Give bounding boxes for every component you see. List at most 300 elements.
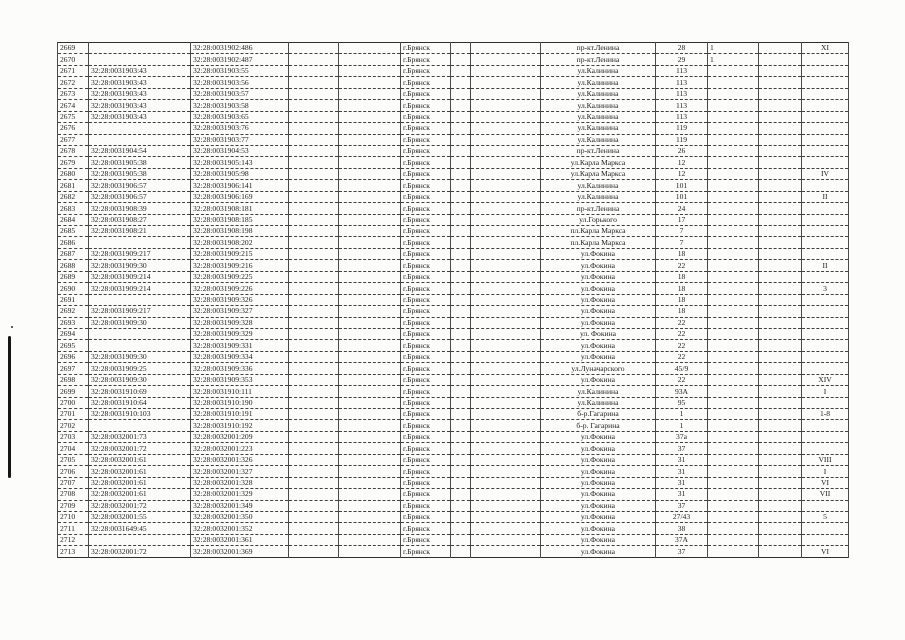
cell-cadastral-a: 32:28:0031908:39 xyxy=(89,203,191,214)
cell-row-number: 2680 xyxy=(58,168,89,179)
cell-cadastral-a: 32:28:0031909:30 xyxy=(89,260,191,271)
cell-cadastral-a: 32:28:0031909:30 xyxy=(89,351,191,362)
cell-mark-a xyxy=(708,546,759,558)
cell-mark-a xyxy=(708,443,759,454)
cell-mark-b xyxy=(802,111,849,122)
cell-cadastral-a: 32:28:0031909:30 xyxy=(89,374,191,385)
cell-empty-4 xyxy=(471,317,541,328)
table-row xyxy=(58,157,849,168)
cell-city: г.Брянск xyxy=(401,283,451,294)
cell-city: г.Брянск xyxy=(401,100,451,111)
cell-empty-5 xyxy=(759,420,802,431)
cell-street: ул.Калинина xyxy=(541,123,656,134)
table-row xyxy=(58,500,849,511)
cell-cadastral-a xyxy=(89,54,191,65)
cell-empty-5 xyxy=(759,454,802,465)
cell-city: г.Брянск xyxy=(401,546,451,558)
cell-empty-4 xyxy=(471,271,541,282)
cell-city: г.Брянск xyxy=(401,523,451,534)
cell-empty-4 xyxy=(471,248,541,259)
cell-mark-a xyxy=(708,283,759,294)
cell-street: ул.Калинина xyxy=(541,111,656,122)
cell-cadastral-b: 32:28:0031909:226 xyxy=(191,283,289,294)
cell-empty-3 xyxy=(451,260,471,271)
scan-artifact-line xyxy=(8,336,11,478)
cell-street: ул.Фокина xyxy=(541,477,656,488)
cell-city: г.Брянск xyxy=(401,88,451,99)
table-row xyxy=(58,260,849,271)
cell-house-number: 22 xyxy=(656,317,708,328)
cell-empty-1 xyxy=(289,191,339,202)
cell-house-number: 37 xyxy=(656,443,708,454)
cell-empty-3 xyxy=(451,454,471,465)
table-row xyxy=(58,180,849,191)
cell-empty-3 xyxy=(451,65,471,76)
cell-empty-5 xyxy=(759,328,802,339)
cell-empty-5 xyxy=(759,180,802,191)
cell-mark-a xyxy=(708,454,759,465)
cell-house-number: 31 xyxy=(656,454,708,465)
cell-street: ул.Карла Маркса xyxy=(541,157,656,168)
cell-empty-3 xyxy=(451,489,471,500)
cell-cadastral-a: 32:28:0032001:61 xyxy=(89,477,191,488)
cell-empty-3 xyxy=(451,511,471,522)
cell-empty-2 xyxy=(339,43,401,54)
cell-mark-b xyxy=(802,77,849,88)
cell-empty-3 xyxy=(451,100,471,111)
cell-empty-2 xyxy=(339,374,401,385)
cell-cadastral-b: 32:28:0031909:225 xyxy=(191,271,289,282)
cell-empty-5 xyxy=(759,237,802,248)
cell-cadastral-b: 32:28:0032001:326 xyxy=(191,454,289,465)
cell-cadastral-b: 32:28:0031909:327 xyxy=(191,306,289,317)
table-body xyxy=(58,43,849,558)
cell-mark-a xyxy=(708,65,759,76)
cell-empty-3 xyxy=(451,123,471,134)
cell-empty-3 xyxy=(451,168,471,179)
cell-house-number: 37а xyxy=(656,431,708,442)
cell-empty-2 xyxy=(339,77,401,88)
cell-street: ул.Фокина xyxy=(541,340,656,351)
cell-empty-3 xyxy=(451,397,471,408)
table-row xyxy=(58,546,849,558)
cell-empty-2 xyxy=(339,100,401,111)
table-row xyxy=(58,168,849,179)
cell-cadastral-a: 32:28:0031903:43 xyxy=(89,77,191,88)
cell-cadastral-b: 32:28:0031902:486 xyxy=(191,43,289,54)
cell-empty-5 xyxy=(759,466,802,477)
cell-row-number: 2695 xyxy=(58,340,89,351)
cell-empty-1 xyxy=(289,340,339,351)
cell-row-number: 2709 xyxy=(58,500,89,511)
cell-mark-b xyxy=(802,157,849,168)
table-row xyxy=(58,54,849,65)
cell-mark-a xyxy=(708,168,759,179)
cell-row-number: 2670 xyxy=(58,54,89,65)
cell-empty-3 xyxy=(451,500,471,511)
cell-cadastral-b: 32:28:0031909:334 xyxy=(191,351,289,362)
cell-empty-2 xyxy=(339,203,401,214)
cell-house-number: 95 xyxy=(656,397,708,408)
cell-empty-1 xyxy=(289,386,339,397)
cell-mark-b: VIII xyxy=(802,454,849,465)
cell-empty-3 xyxy=(451,248,471,259)
cell-empty-1 xyxy=(289,203,339,214)
cell-street: ул.Фокина xyxy=(541,546,656,558)
cell-row-number: 2682 xyxy=(58,191,89,202)
cell-empty-3 xyxy=(451,145,471,156)
cell-empty-5 xyxy=(759,294,802,305)
cell-cadastral-a: 32:28:0031909:25 xyxy=(89,363,191,374)
cell-street: ул.Фокина xyxy=(541,294,656,305)
cell-house-number: 18 xyxy=(656,271,708,282)
cell-cadastral-b: 32:28:0031910:111 xyxy=(191,386,289,397)
cell-cadastral-a xyxy=(89,340,191,351)
cell-cadastral-b: 32:28:0031908:181 xyxy=(191,203,289,214)
cell-empty-3 xyxy=(451,363,471,374)
cell-mark-a xyxy=(708,340,759,351)
cell-house-number: 29 xyxy=(656,54,708,65)
cell-mark-b xyxy=(802,317,849,328)
cell-house-number: 113 xyxy=(656,65,708,76)
cell-empty-4 xyxy=(471,351,541,362)
cell-empty-5 xyxy=(759,271,802,282)
cell-house-number: 22 xyxy=(656,260,708,271)
cell-mark-b: XIV xyxy=(802,374,849,385)
cell-empty-5 xyxy=(759,523,802,534)
cell-mark-b xyxy=(802,328,849,339)
cell-empty-1 xyxy=(289,466,339,477)
cell-street: ул.Калинина xyxy=(541,77,656,88)
cell-cadastral-a: 32:28:0032001:61 xyxy=(89,489,191,500)
cell-mark-b xyxy=(802,180,849,191)
cell-mark-a xyxy=(708,88,759,99)
cell-empty-1 xyxy=(289,145,339,156)
cell-empty-3 xyxy=(451,534,471,545)
cadastral-table xyxy=(57,42,849,558)
cell-row-number: 2688 xyxy=(58,260,89,271)
cell-city: г.Брянск xyxy=(401,145,451,156)
cell-city: г.Брянск xyxy=(401,317,451,328)
cell-street: пл.Карла Маркса xyxy=(541,226,656,237)
cell-house-number: 31 xyxy=(656,477,708,488)
cell-row-number: 2692 xyxy=(58,306,89,317)
cell-empty-5 xyxy=(759,340,802,351)
cell-cadastral-a xyxy=(89,420,191,431)
cell-street: ул.Фокина xyxy=(541,454,656,465)
cell-cadastral-b: 32:28:0031908:185 xyxy=(191,214,289,225)
cell-street: ул.Калинина xyxy=(541,88,656,99)
cell-empty-2 xyxy=(339,191,401,202)
cell-cadastral-b: 32:28:0031908:198 xyxy=(191,226,289,237)
cell-empty-5 xyxy=(759,100,802,111)
cell-empty-2 xyxy=(339,489,401,500)
cell-empty-4 xyxy=(471,477,541,488)
cell-city: г.Брянск xyxy=(401,489,451,500)
cell-mark-a xyxy=(708,123,759,134)
cell-mark-a: 1 xyxy=(708,43,759,54)
cell-mark-b xyxy=(802,134,849,145)
cell-street: ул.Калинина xyxy=(541,397,656,408)
cell-empty-2 xyxy=(339,409,401,420)
cell-empty-4 xyxy=(471,283,541,294)
cell-empty-5 xyxy=(759,546,802,558)
table-row xyxy=(58,466,849,477)
cell-empty-4 xyxy=(471,168,541,179)
cell-empty-2 xyxy=(339,523,401,534)
cell-empty-4 xyxy=(471,420,541,431)
cell-empty-1 xyxy=(289,214,339,225)
cell-empty-1 xyxy=(289,77,339,88)
table-row xyxy=(58,534,849,545)
cell-cadastral-b: 32:28:0032001:329 xyxy=(191,489,289,500)
cell-cadastral-a: 32:28:0031909:30 xyxy=(89,317,191,328)
cell-empty-2 xyxy=(339,111,401,122)
cell-house-number: 37А xyxy=(656,534,708,545)
cell-empty-3 xyxy=(451,328,471,339)
cell-empty-2 xyxy=(339,363,401,374)
cell-house-number: 101 xyxy=(656,180,708,191)
table-row xyxy=(58,454,849,465)
cell-empty-1 xyxy=(289,294,339,305)
cell-empty-5 xyxy=(759,168,802,179)
cell-empty-4 xyxy=(471,294,541,305)
table-row xyxy=(58,203,849,214)
cell-mark-a xyxy=(708,477,759,488)
cell-street: ул.Фокина xyxy=(541,534,656,545)
cell-cadastral-a: 32:28:0031909:217 xyxy=(89,248,191,259)
cell-empty-5 xyxy=(759,489,802,500)
cell-empty-5 xyxy=(759,248,802,259)
cell-street: пр-кт.Ленина xyxy=(541,203,656,214)
cell-mark-a xyxy=(708,420,759,431)
cell-empty-4 xyxy=(471,511,541,522)
cell-empty-4 xyxy=(471,88,541,99)
cell-cadastral-a: 32:28:0031908:21 xyxy=(89,226,191,237)
cell-street: ул.Фокина xyxy=(541,500,656,511)
cell-house-number: 113 xyxy=(656,111,708,122)
cell-empty-3 xyxy=(451,477,471,488)
cell-city: г.Брянск xyxy=(401,409,451,420)
cell-empty-1 xyxy=(289,260,339,271)
cell-empty-5 xyxy=(759,431,802,442)
table-row xyxy=(58,328,849,339)
cell-mark-b xyxy=(802,54,849,65)
cell-empty-2 xyxy=(339,145,401,156)
cell-empty-2 xyxy=(339,260,401,271)
cell-mark-a xyxy=(708,191,759,202)
cell-mark-a xyxy=(708,226,759,237)
cell-city: г.Брянск xyxy=(401,443,451,454)
cell-street: б-р. Гагарина xyxy=(541,420,656,431)
cell-mark-a xyxy=(708,203,759,214)
cell-empty-3 xyxy=(451,54,471,65)
cell-street: пл.Карла Маркса xyxy=(541,237,656,248)
table-row xyxy=(58,237,849,248)
cell-empty-1 xyxy=(289,54,339,65)
cell-empty-3 xyxy=(451,180,471,191)
cell-empty-5 xyxy=(759,123,802,134)
cell-city: г.Брянск xyxy=(401,237,451,248)
cell-row-number: 2685 xyxy=(58,226,89,237)
cell-empty-3 xyxy=(451,283,471,294)
cell-empty-4 xyxy=(471,237,541,248)
cell-city: г.Брянск xyxy=(401,454,451,465)
cell-cadastral-b: 32:28:0032001:361 xyxy=(191,534,289,545)
cell-mark-b: VII xyxy=(802,489,849,500)
cell-empty-2 xyxy=(339,500,401,511)
cell-cadastral-a: 32:28:0031909:214 xyxy=(89,271,191,282)
cell-cadastral-b: 32:28:0031903:65 xyxy=(191,111,289,122)
cell-street: ул.Карла Маркса xyxy=(541,168,656,179)
cell-cadastral-a xyxy=(89,43,191,54)
cell-empty-3 xyxy=(451,77,471,88)
cell-cadastral-b: 32:28:0031905:143 xyxy=(191,157,289,168)
cell-empty-5 xyxy=(759,214,802,225)
cell-mark-b: 5 xyxy=(802,511,849,522)
cell-cadastral-a: 32:28:0032001:61 xyxy=(89,466,191,477)
cell-cadastral-a: 32:28:0031910:69 xyxy=(89,386,191,397)
cell-empty-2 xyxy=(339,237,401,248)
cell-mark-b xyxy=(802,248,849,259)
cell-cadastral-b: 32:28:0031910:191 xyxy=(191,409,289,420)
cell-city: г.Брянск xyxy=(401,328,451,339)
cell-cadastral-b: 32:28:0031903:57 xyxy=(191,88,289,99)
cell-empty-1 xyxy=(289,420,339,431)
cell-row-number: 2713 xyxy=(58,546,89,558)
cell-cadastral-a xyxy=(89,123,191,134)
cell-empty-4 xyxy=(471,77,541,88)
cell-cadastral-a: 32:28:0031903:43 xyxy=(89,100,191,111)
table-row xyxy=(58,523,849,534)
cell-street: пр-кт.Ленина xyxy=(541,54,656,65)
cell-city: г.Брянск xyxy=(401,500,451,511)
cell-empty-2 xyxy=(339,180,401,191)
cell-house-number: 27/43 xyxy=(656,511,708,522)
cell-house-number: 12 xyxy=(656,157,708,168)
cell-street: ул.Фокина xyxy=(541,260,656,271)
cell-empty-2 xyxy=(339,88,401,99)
cell-street: ул.Горького xyxy=(541,214,656,225)
cell-empty-3 xyxy=(451,226,471,237)
cell-mark-b xyxy=(802,363,849,374)
cell-empty-4 xyxy=(471,145,541,156)
cell-empty-5 xyxy=(759,374,802,385)
cell-empty-5 xyxy=(759,260,802,271)
table-row xyxy=(58,363,849,374)
cell-empty-1 xyxy=(289,351,339,362)
cell-cadastral-b: 32:28:0032001:352 xyxy=(191,523,289,534)
cell-empty-1 xyxy=(289,374,339,385)
cell-cadastral-b: 32:28:0031902:487 xyxy=(191,54,289,65)
table-row xyxy=(58,100,849,111)
cell-empty-3 xyxy=(451,443,471,454)
cell-empty-3 xyxy=(451,237,471,248)
cell-empty-5 xyxy=(759,65,802,76)
cell-empty-4 xyxy=(471,157,541,168)
cell-empty-4 xyxy=(471,180,541,191)
cell-empty-5 xyxy=(759,397,802,408)
cell-street: ул.Фокина xyxy=(541,317,656,328)
cell-mark-b: 3 xyxy=(802,283,849,294)
cell-cadastral-a: 32:28:0032001:72 xyxy=(89,443,191,454)
cell-street: ул.Фокина xyxy=(541,306,656,317)
cell-empty-3 xyxy=(451,431,471,442)
cell-house-number: 101 xyxy=(656,191,708,202)
cell-street: ул.Калинина xyxy=(541,386,656,397)
cell-row-number: 2684 xyxy=(58,214,89,225)
cell-cadastral-a: 32:28:0031903:43 xyxy=(89,88,191,99)
table-row xyxy=(58,134,849,145)
cell-empty-2 xyxy=(339,168,401,179)
cell-mark-a xyxy=(708,77,759,88)
cell-empty-5 xyxy=(759,134,802,145)
cell-empty-5 xyxy=(759,351,802,362)
cell-house-number: 18 xyxy=(656,248,708,259)
cell-empty-1 xyxy=(289,500,339,511)
table-row xyxy=(58,386,849,397)
cell-house-number: 22 xyxy=(656,340,708,351)
cell-mark-a xyxy=(708,523,759,534)
cell-empty-1 xyxy=(289,180,339,191)
cell-house-number: 119 xyxy=(656,134,708,145)
cell-row-number: 2701 xyxy=(58,409,89,420)
cell-row-number: 2676 xyxy=(58,123,89,134)
cell-empty-1 xyxy=(289,363,339,374)
cell-mark-b xyxy=(802,226,849,237)
cell-empty-4 xyxy=(471,134,541,145)
cell-street: пр-кт.Ленина xyxy=(541,43,656,54)
cell-empty-3 xyxy=(451,466,471,477)
cell-mark-a xyxy=(708,306,759,317)
cell-city: г.Брянск xyxy=(401,397,451,408)
cell-city: г.Брянск xyxy=(401,77,451,88)
cell-empty-3 xyxy=(451,374,471,385)
cell-empty-3 xyxy=(451,43,471,54)
table-row xyxy=(58,123,849,134)
cell-cadastral-a: 32:28:0031905:38 xyxy=(89,168,191,179)
cell-cadastral-a: 32:28:0031910:103 xyxy=(89,409,191,420)
cell-cadastral-b: 32:28:0031909:329 xyxy=(191,328,289,339)
cell-mark-b: I xyxy=(802,466,849,477)
cell-mark-b xyxy=(802,420,849,431)
cell-empty-3 xyxy=(451,340,471,351)
cell-mark-b xyxy=(802,340,849,351)
cell-row-number: 2707 xyxy=(58,477,89,488)
cell-cadastral-a: 32:28:0032001:55 xyxy=(89,511,191,522)
cell-cadastral-a: 32:28:0031649:45 xyxy=(89,523,191,534)
cell-row-number: 2679 xyxy=(58,157,89,168)
cell-empty-2 xyxy=(339,248,401,259)
cell-city: г.Брянск xyxy=(401,168,451,179)
cell-empty-4 xyxy=(471,534,541,545)
cell-empty-5 xyxy=(759,111,802,122)
cell-empty-3 xyxy=(451,88,471,99)
cell-house-number: 38 xyxy=(656,523,708,534)
cell-cadastral-b: 32:28:0032001:327 xyxy=(191,466,289,477)
cell-cadastral-b: 32:28:0032001:328 xyxy=(191,477,289,488)
cell-empty-1 xyxy=(289,248,339,259)
cell-empty-1 xyxy=(289,100,339,111)
scan-artifact-dot xyxy=(11,326,13,328)
cell-mark-a xyxy=(708,248,759,259)
cell-mark-b xyxy=(802,397,849,408)
cell-cadastral-b: 32:28:0031909:326 xyxy=(191,294,289,305)
table-row xyxy=(58,214,849,225)
cell-city: г.Брянск xyxy=(401,157,451,168)
cell-cadastral-b: 32:28:0031909:215 xyxy=(191,248,289,259)
cell-cadastral-a: 32:28:0031906:57 xyxy=(89,191,191,202)
